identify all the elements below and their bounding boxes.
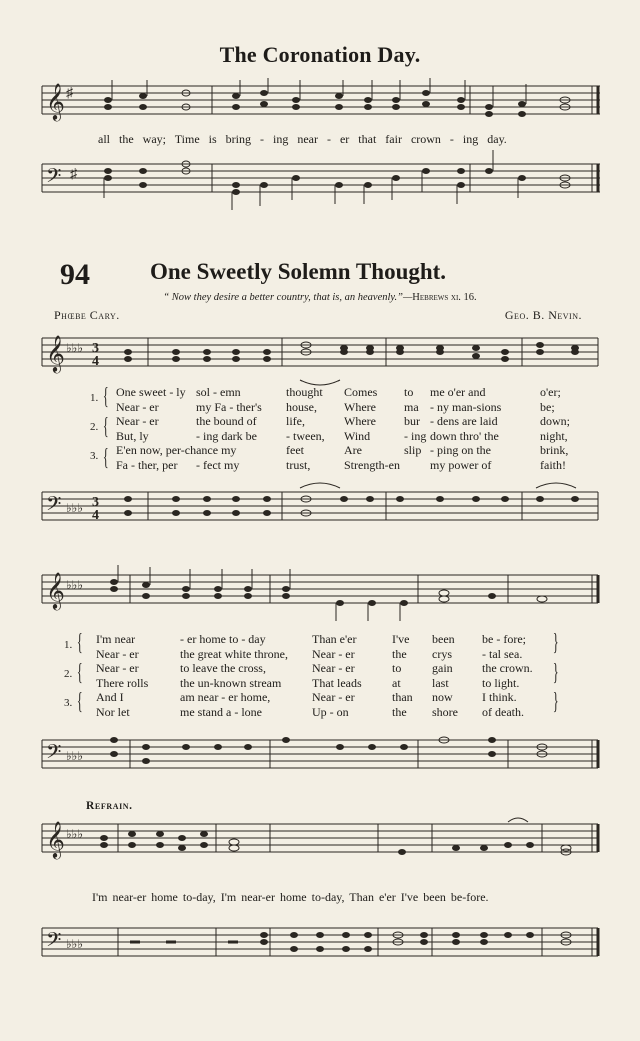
svg-text:3: 3: [92, 495, 99, 510]
lyric-syllable-group: my power of: [430, 457, 492, 472]
svg-text:4: 4: [92, 354, 99, 369]
lyric-syllable-group: - ny man-sions: [430, 399, 502, 414]
composer-credit: Geo. B. Nevin.: [504, 308, 582, 322]
lyric-syllable-group: E'en now, per-chance my: [116, 443, 237, 457]
lyric-syllable-group: Near - er: [312, 661, 355, 675]
lyric-syllable-group: Near - er: [96, 661, 139, 675]
lyric-syllable-group: brink,: [540, 443, 569, 457]
svg-text:♭♭♭: ♭♭♭: [66, 937, 83, 951]
music-staff-bass-refrain: [0, 922, 640, 982]
lyric-syllable-group: - er home to - day: [180, 632, 266, 646]
music-staff-treble-top: [0, 80, 640, 140]
lyric-syllable-group: me o'er and: [430, 385, 486, 399]
lyric-syllable-group: be;: [540, 399, 555, 414]
lyric-syllable-group: Strength-en: [344, 457, 400, 472]
lyric-syllable-group: house,: [286, 399, 317, 414]
lyric-syllable-group: to: [404, 385, 414, 399]
verse-number: 1.: [64, 639, 73, 651]
lyric-syllable-group: at: [392, 675, 401, 690]
lyric-syllable-group: Wind: [344, 428, 371, 443]
lyric-syllable-group: life,: [286, 414, 305, 428]
music-staff-bass-top: [0, 158, 640, 218]
svg-text:♭♭♭: ♭♭♭: [66, 501, 83, 515]
lyric-syllable-group: Where: [344, 414, 376, 428]
lyric-syllable-group: - ing dark be: [196, 428, 257, 443]
svg-text:♭♭♭: ♭♭♭: [66, 578, 83, 592]
lyric-syllable-group: - ing: [404, 428, 427, 443]
lyric-syllable-group: Near - er: [96, 646, 139, 661]
lyric-syllable-group: I think.: [482, 690, 517, 704]
svg-text:♯: ♯: [66, 86, 73, 101]
lyric-syllable-group: night,: [540, 428, 568, 443]
lyric-syllable-group: I'm near: [96, 632, 136, 646]
lyric-syllable-group: the great white throne,: [180, 646, 288, 661]
epigraph-reference: Hebrews xi. 16.: [412, 292, 477, 303]
lyric-syllable-group: Fa - ther, per: [116, 457, 178, 472]
refrain-lyric: I'm near-er home to-day, I'm near-er home to-day, Than e'er I've been be-fore.: [92, 890, 489, 904]
lyric-syllable-group: than: [392, 690, 413, 704]
svg-text:𝄢: 𝄢: [46, 930, 62, 956]
lyric-syllable-group: my Fa - ther's: [196, 399, 262, 414]
lyric-syllable-group: But, ly: [116, 428, 149, 443]
lyric-syllable-group: slip: [404, 443, 422, 457]
lyric-syllable-group: - ping on the: [430, 443, 491, 457]
lyric-syllable-group: the crown.: [482, 661, 533, 675]
svg-text:4: 4: [92, 508, 99, 523]
svg-text:𝄞: 𝄞: [46, 335, 65, 371]
lyric-syllable-group: Near - er: [312, 646, 355, 661]
lyric-syllable-group: sol - emn: [196, 385, 241, 399]
lyric-syllable-group: Nor let: [96, 704, 130, 719]
lyric-syllable-group: - tween,: [286, 428, 325, 443]
svg-text:♯: ♯: [70, 167, 77, 182]
svg-text:𝄞: 𝄞: [46, 821, 65, 857]
svg-text:♭♭♭: ♭♭♭: [66, 341, 83, 355]
lyric-syllable-group: gain: [432, 661, 453, 675]
lyric-syllable-group: feet: [286, 443, 304, 457]
lyric-syllable-group: - tal sea.: [482, 646, 523, 661]
lyric-syllable-group: One sweet - ly: [116, 385, 186, 399]
lyric-syllable-group: - dens are laid: [430, 414, 498, 428]
svg-text:𝄢: 𝄢: [46, 166, 62, 192]
epigraph-quote: “ Now they desire a better country, that is, an heavenly.”—: [163, 292, 413, 303]
lyric-syllable-group: be - fore;: [482, 632, 526, 646]
epigraph: [0, 292, 640, 303]
lyric-syllable-group: Where: [344, 399, 376, 414]
lyric-syllable-group: last: [432, 675, 449, 690]
lyric-syllable-group: am near - er home,: [180, 690, 271, 704]
music-staff-treble-system1: [0, 332, 640, 392]
verse-number: 2.: [64, 668, 73, 680]
music-staff-treble-system2: [0, 569, 640, 629]
svg-text:𝄞: 𝄞: [46, 83, 65, 119]
top-piece-lyric: all the way; Time is bring - ing near - er that fair crown - ing day.: [98, 132, 507, 146]
lyric-syllable-group: bur: [404, 414, 420, 428]
refrain-label: Refrain.: [86, 800, 133, 812]
lyric-syllable-group: I've: [392, 632, 410, 646]
lyric-syllable-group: ma: [404, 399, 419, 414]
verse-number: 3.: [64, 697, 73, 709]
lyric-syllable-group: to: [392, 661, 402, 675]
svg-text:𝄞: 𝄞: [46, 572, 65, 608]
lyric-syllable-group: the: [392, 646, 407, 661]
lyric-syllable-group: trust,: [286, 457, 311, 472]
lyric-syllable-group: now: [432, 690, 453, 704]
lyric-syllable-group: to leave the cross,: [180, 661, 266, 675]
lyric-syllable-group: down;: [540, 414, 570, 428]
music-staff-bass-system1: [0, 486, 640, 546]
verse-number: 3.: [90, 450, 99, 462]
lyric-syllable-group: And I: [96, 690, 124, 704]
lyric-syllable-group: thought: [286, 385, 323, 399]
lyric-syllable-group: Comes: [344, 385, 378, 399]
music-staff-treble-refrain: [0, 818, 640, 878]
lyric-syllable-group: o'er;: [540, 385, 561, 399]
lyric-syllable-group: me stand a - lone: [180, 704, 262, 719]
lyric-syllable-group: Near - er: [116, 414, 159, 428]
lyric-syllable-group: the un-known stream: [180, 675, 282, 690]
svg-text:3: 3: [92, 341, 99, 356]
song-title-coronation-day: The Coronation Day.: [219, 42, 421, 67]
lyric-syllable-group: Than e'er: [312, 632, 357, 646]
lyric-syllable-group: Near - er: [312, 690, 355, 704]
verse-number: 1.: [90, 392, 99, 404]
lyric-syllable-group: to light.: [482, 675, 520, 690]
svg-text:♭♭♭: ♭♭♭: [66, 749, 83, 763]
lyric-syllable-group: the bound of: [196, 414, 257, 428]
lyric-syllable-group: That leads: [312, 675, 362, 690]
author-credit: Phœbe Cary.: [54, 308, 120, 322]
svg-text:𝄢: 𝄢: [46, 742, 62, 768]
lyric-syllable-group: There rolls: [96, 675, 149, 690]
lyric-syllable-group: faith!: [540, 457, 566, 472]
svg-text:♭♭♭: ♭♭♭: [66, 827, 83, 841]
lyric-syllable-group: Are: [344, 443, 362, 457]
lyric-syllable-group: - fect my: [196, 457, 240, 472]
lyric-syllable-group: crys: [432, 646, 452, 661]
lyric-syllable-group: shore: [432, 704, 458, 719]
lyric-syllable-group: Up - on: [312, 704, 349, 719]
lyric-syllable-group: Near - er: [116, 399, 159, 414]
lyric-syllable-group: been: [432, 632, 455, 646]
hymn-title: One Sweetly Solemn Thought.: [150, 259, 447, 284]
lyric-syllable-group: the: [392, 704, 407, 719]
lyric-syllable-group: of death.: [482, 704, 524, 719]
svg-text:𝄢: 𝄢: [46, 494, 62, 520]
verse-number: 2.: [90, 421, 99, 433]
hymn-number: 94: [60, 258, 90, 291]
lyric-syllable-group: down thro' the: [430, 428, 499, 443]
music-staff-bass-system2: [0, 734, 640, 794]
